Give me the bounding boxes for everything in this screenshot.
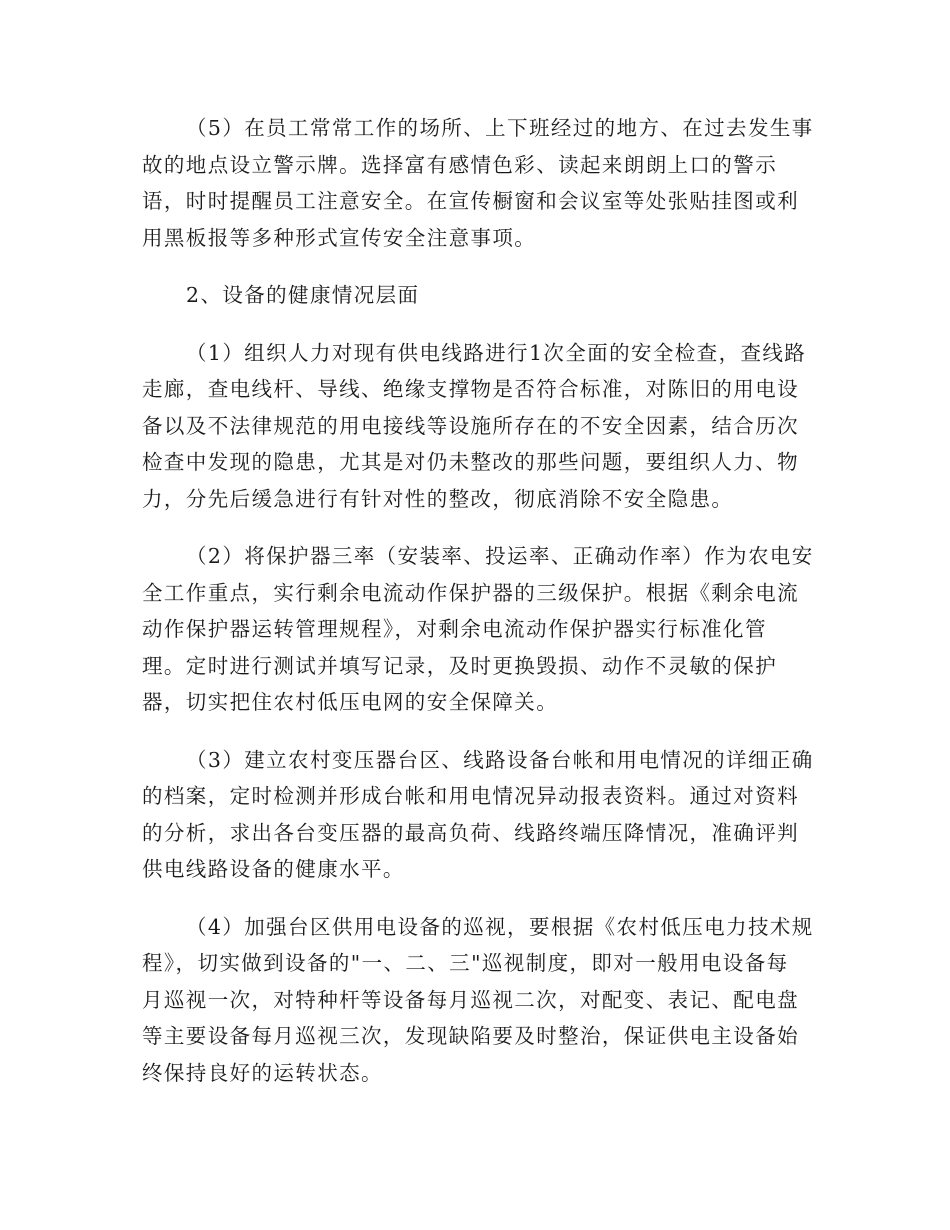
section-heading: 2、设备的健康情况层面 <box>186 283 420 307</box>
paragraph-line: 动作保护器运转管理规程》，对剩余电流动作保护器实行标准化管 <box>142 617 767 641</box>
paragraph-line: 等主要设备每月巡视三次，发现缺陷要及时整治，保证供电主设备始 <box>142 1024 799 1048</box>
paragraph-line: （5）在员工常常工作的场所、上下班经过的地方、在过去发生事 <box>186 116 814 140</box>
paragraph-line: 终保持良好的运转状态。 <box>142 1060 383 1085</box>
paragraph-item-2 <box>142 538 814 721</box>
paragraph-line: 走廊，查电线杆、导线、绝缘支撑物是否符合标准，对陈旧的用电设 <box>142 377 799 401</box>
paragraph-line: 理。定时进行测试并填写记录，及时更换毁损、动作不灵敏的保护 <box>142 653 778 678</box>
document-page <box>142 110 814 1112</box>
paragraph-item-4 <box>142 909 814 1092</box>
paragraph-line: 供电线路设备的健康水平。 <box>142 857 405 881</box>
paragraph-line: （4）加强台区供用电设备的巡视，要根据《农村低压电力技术规 <box>186 914 814 939</box>
paragraph-line: 力，分先后缓急进行有针对性的整改，彻底消除不安全隐患。 <box>142 486 734 511</box>
paragraph-item-1 <box>142 335 810 518</box>
paragraph-line: 全工作重点，实行剩余电流动作保护器的三级保护。根据《剩余电流 <box>142 580 799 605</box>
paragraph-line: 程》，切实做到设备的"一、二、三"巡视制度，即对一般用电设备每 <box>142 951 789 975</box>
paragraph-line: 的分析，求出各台变压器的最高负荷、线路终端压降情况，准确评判 <box>142 820 799 845</box>
paragraph-line: 用黑板报等多种形式宣传安全注意事项。 <box>142 225 537 250</box>
paragraph-line: （1）组织人力对现有供电线路进行1次全面的安全检查，查线路 <box>186 340 807 365</box>
paragraph-item-3 <box>142 742 814 888</box>
paragraph-line: 检查中发现的隐患，尤其是对仍未整改的那些问题，要组织人力、物 <box>142 450 799 474</box>
paragraph-item-5 <box>142 110 814 256</box>
paragraph-line: （2）将保护器三率（安装率、投运率、正确动作率）作为农电安 <box>186 544 814 568</box>
paragraph-line: 的档案，定时检测并形成台帐和用电情况异动报表资料。通过对资料 <box>142 784 799 808</box>
paragraph-line: 器，切实把住农村低压电网的安全保障关。 <box>142 690 559 714</box>
paragraph-line: 故的地点设立警示牌。选择富有感情色彩、读起来朗朗上口的警示 <box>142 152 778 177</box>
paragraph-line: （3）建立农村变压器台区、线路设备台帐和用电情况的详细正确 <box>186 747 814 772</box>
paragraph-line: 月巡视一次，对特种杆等设备每月巡视二次，对配变、表记、配电盘 <box>142 987 799 1012</box>
paragraph-line: 备以及不法律规范的用电接线等设施所存在的不安全因素，结合历次 <box>142 413 799 438</box>
paragraph-line: 语，时时提醒员工注意安全。在宣传橱窗和会议室等处张贴挂图或利 <box>142 189 799 213</box>
